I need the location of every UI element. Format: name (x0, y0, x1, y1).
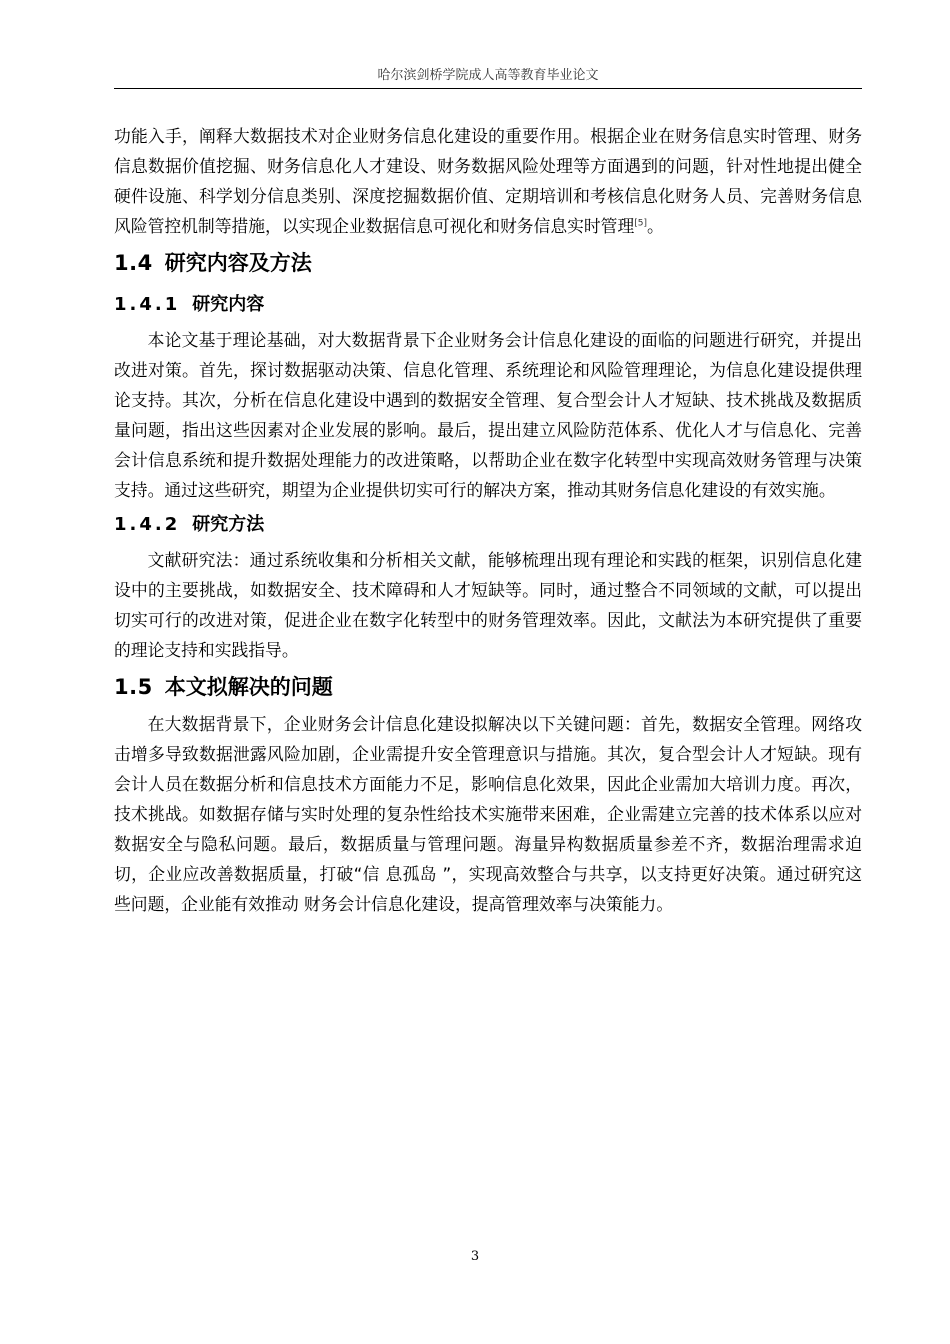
intro-end: 。 (646, 216, 664, 236)
intro-paragraph (114, 121, 862, 241)
section-number: 1.5 (114, 675, 153, 699)
page-header: 哈尔滨剑桥学院成人高等教育毕业论文 (377, 68, 599, 83)
intro-text: 功能入手，阐释大数据技术对企业财务信息化建设的重要作用。根据企业在财务信息实时管理、财务信息数据价值挖掘、财务信息化人才建设、财务数据风险处理等方面遇到的问题，针对性地提出健全硬件设施、科学划分信息类别、深度挖掘数据价值、定期培训和考核信息化财务人员、完善财务信息风险管控机制等措施，以实现企业数据信息可视化和财务信息实时管理 (114, 126, 862, 236)
research-method-paragraph: 文献研究法：通过系统收集和分析相关文献，能够梳理出现有理论和实践的框架，识别信息化建设中的主要挑战，如数据安全、技术障碍和人才短缺等。同时，通过整合不同领域的文献，可以提出切实可行的改进对策，促进企业在数字化转型中的财务管理效率。因此，文献法为本研究提供了重要的理论支持和实践指导。 (114, 550, 862, 660)
section-number: 1.4.2 (114, 514, 181, 535)
section-heading-1-4 (114, 241, 862, 285)
section-heading-1-4-1 (114, 285, 862, 325)
section-title: 研究内容及方法 (164, 251, 312, 275)
section-title: 本文拟解决的问题 (164, 675, 333, 699)
document-body (114, 121, 862, 919)
section-number: 1.4 (114, 251, 153, 275)
page-number: 3 (470, 1249, 480, 1264)
problems-paragraph: 在大数据背景下，企业财务会计信息化建设拟解决以下关键问题：首先，数据安全管理。网络攻击增多导致数据泄露风险加剧，企业需提升安全管理意识与措施。其次，复合型会计人才短缺。现有会计人员在数据分析和信息技术方面能力不足，影响信息化效果，因此企业需加大培训力度。再次，技术挑战。如数据存储与实时处理的复杂性给技术实施带来困难，企业需建立完善的技术体系以应对数据安全与隐私问题。最后，数据质量与管理问题。海量异构数据质量参差不齐，数据治理需求迫切，企业应改善数据质量，打破“信 息孤岛 ”，实现高效整合与共享，以支持更好决策。通过研究这些问题，企业能有效推动 财务会计信息化建设，提高管理效率与决策能力。 (114, 714, 862, 914)
section-title: 研究内容 (192, 294, 265, 315)
header-divider (114, 88, 862, 89)
research-content-paragraph: 本论文基于理论基础，对大数据背景下企业财务会计信息化建设的面临的问题进行研究，并提出改进对策。首先，探讨数据驱动决策、信息化管理、系统理论和风险管理理论，为信息化建设提供理论支持。其次，分析在信息化建设中遇到的数据安全管理、复合型会计人才短缺、技术挑战及数据质量问题，指出这些因素对企业发展的影响。最后，提出建立风险防范体系、优化人才与信息化、完善会计信息系统和提升数据处理能力的改进策略，以帮助企业在数字化转型中实现高效财务管理与决策支持。通过这些研究，期望为企业提供切实可行的解决方案，推动其财务信息化建设的有效实施。 (114, 330, 862, 500)
section-heading-1-4-2 (114, 505, 862, 545)
citation-marker: [5] (634, 218, 647, 229)
section-number: 1.4.1 (114, 294, 181, 315)
section-title: 研究方法 (192, 514, 265, 535)
section-heading-1-5 (114, 665, 862, 709)
